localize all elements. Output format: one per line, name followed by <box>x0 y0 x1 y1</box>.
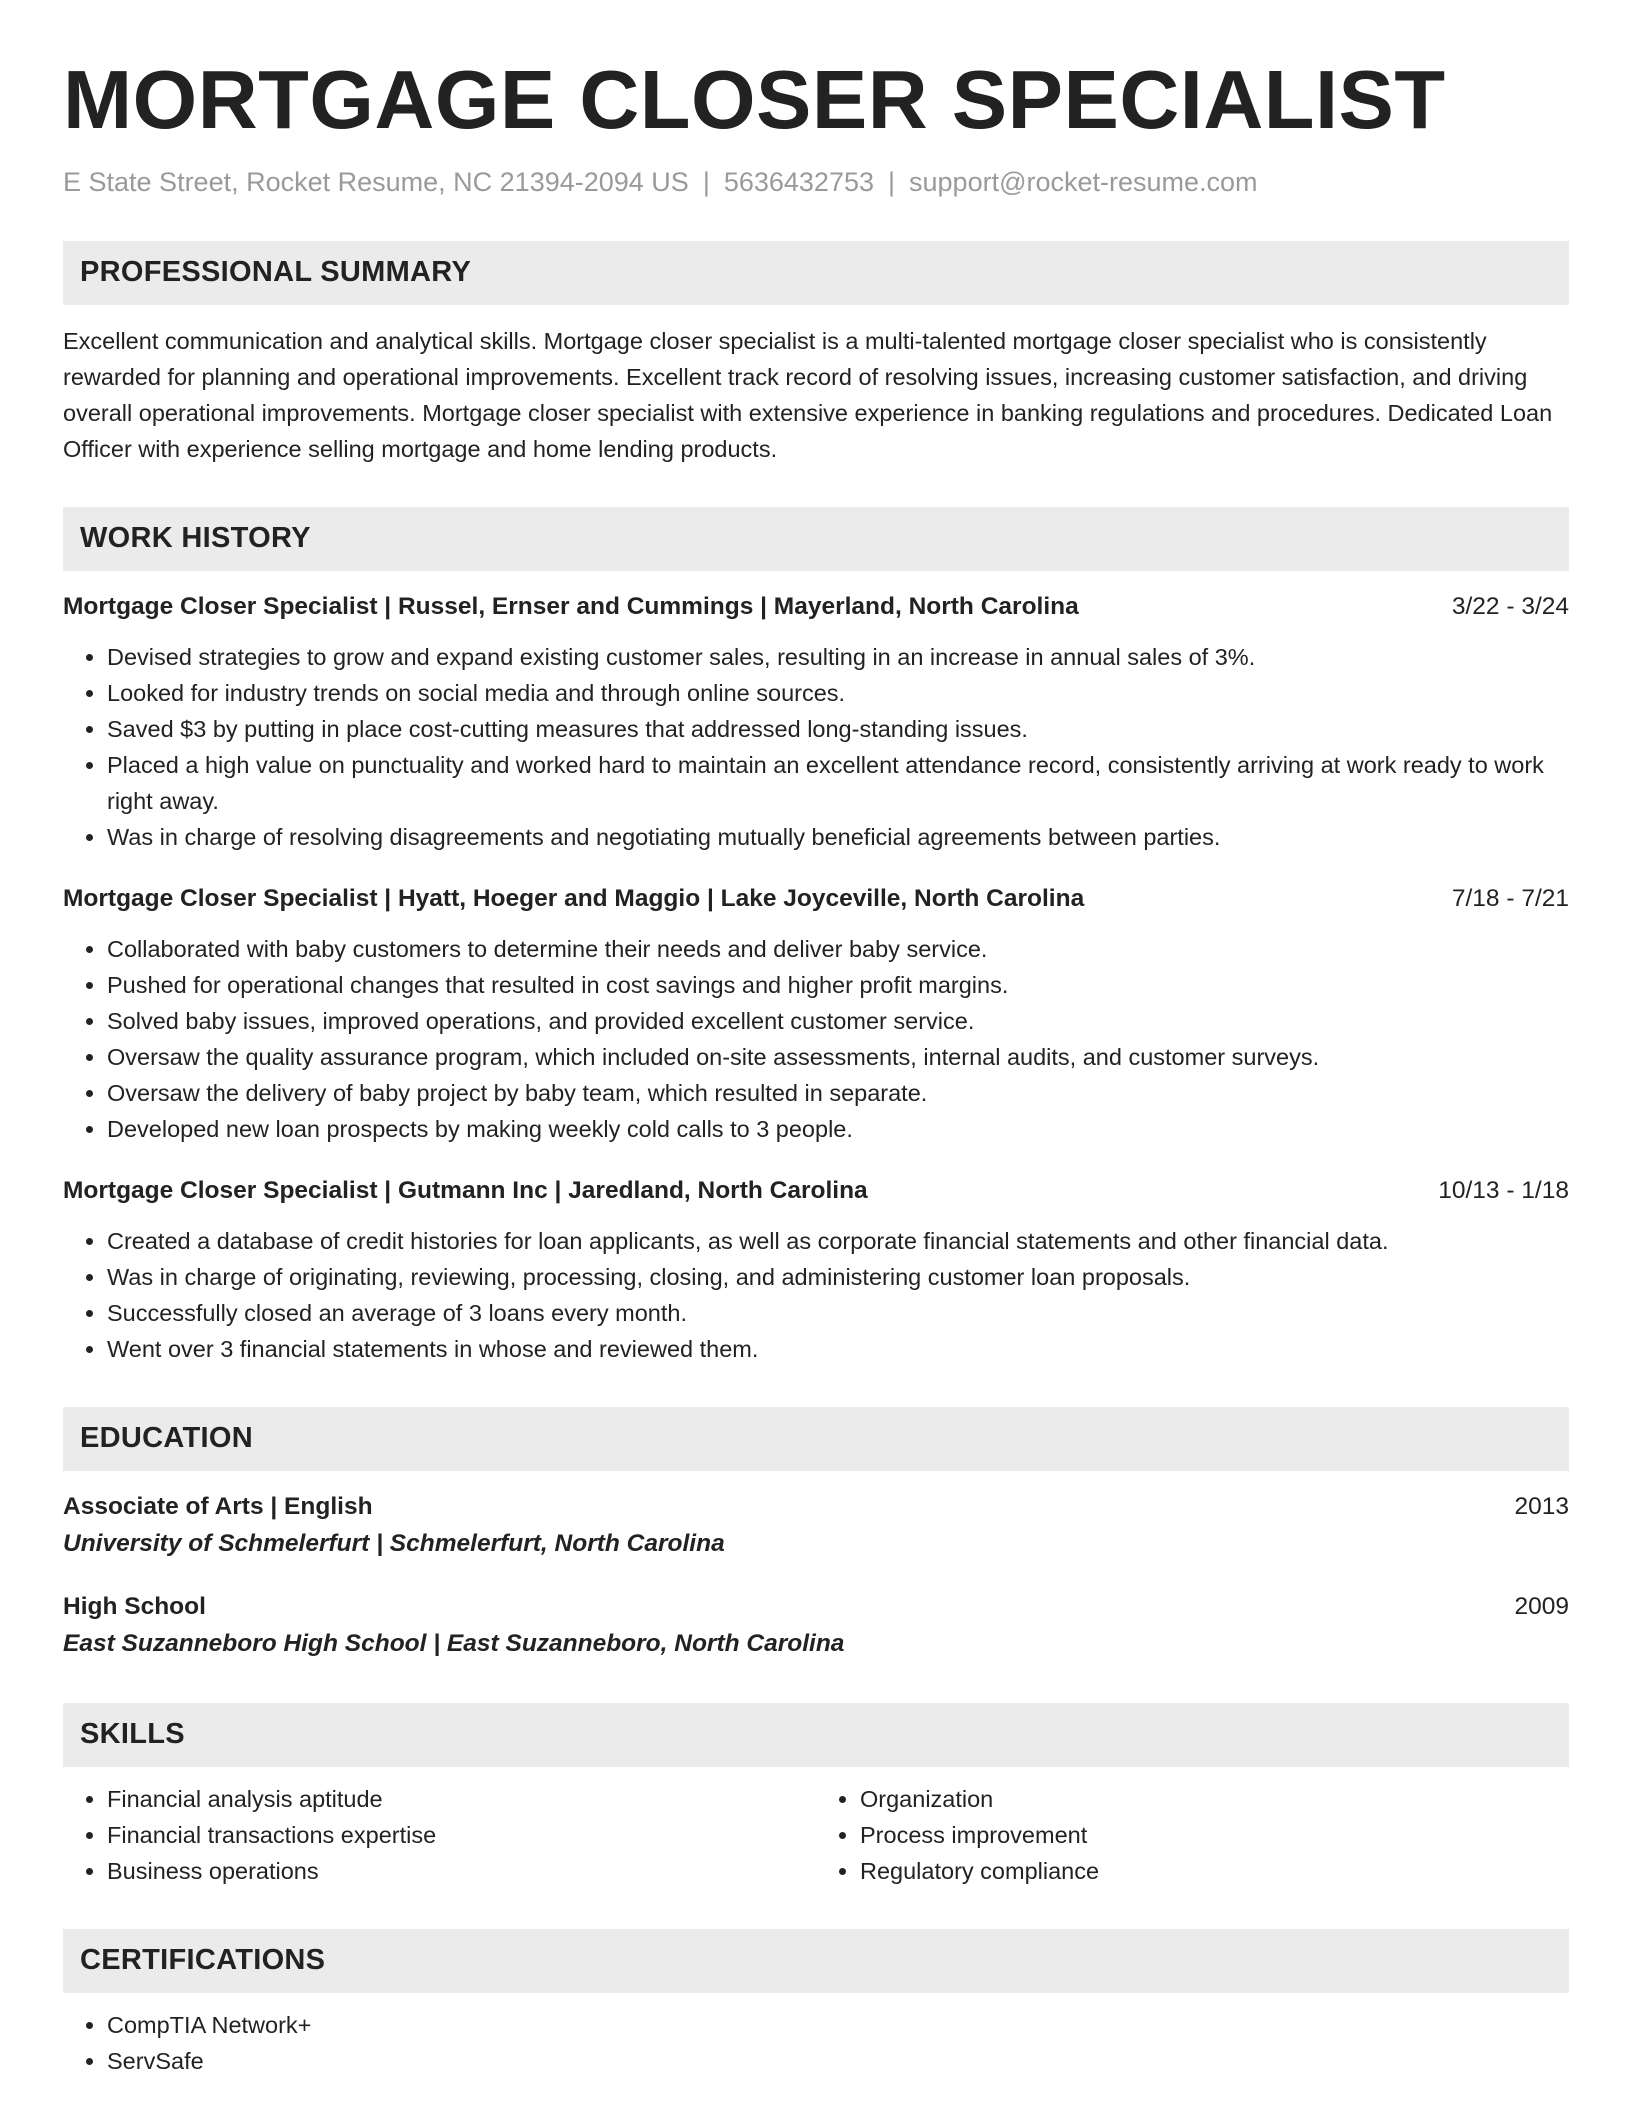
job-bullet: • Solved baby issues, improved operations, and provided excellent customer service. <box>107 1003 1569 1039</box>
education-entry <box>63 1489 1569 1563</box>
education-header <box>63 1489 1569 1525</box>
job-dates: 10/13 - 1/18 <box>1438 1176 1569 1204</box>
education-header <box>63 1589 1569 1625</box>
education-year: 2009 <box>1514 1592 1569 1620</box>
section-heading-summary: PROFESSIONAL SUMMARY <box>63 241 1569 305</box>
job-bullets <box>63 1223 1569 1367</box>
job-header <box>63 1173 1569 1209</box>
resume-name: MORTGAGE CLOSER SPECIALIST <box>63 53 1446 146</box>
job-bullet: • Was in charge of resolving disagreements and negotiating mutually beneficial agreements between parties. <box>107 819 1569 855</box>
job-header <box>63 589 1569 625</box>
job-bullet: • Created a database of credit histories for loan applicants, as well as corporate financial statements and other financial data. <box>107 1223 1569 1259</box>
skills-column-right <box>816 1781 1569 1889</box>
job-bullets <box>63 931 1569 1147</box>
job-bullet: • Went over 3 financial statements in whose and reviewed them. <box>107 1331 1569 1367</box>
skills-list <box>63 1781 1569 1889</box>
education-year: 2013 <box>1514 1492 1569 1520</box>
job-title: Mortgage Closer Specialist | Gutmann Inc | Jaredland, North Carolina <box>63 1176 868 1204</box>
skill-item: • Process improvement <box>860 1817 1569 1853</box>
job-bullet: • Was in charge of originating, reviewing, processing, closing, and administering customer loan proposals. <box>107 1259 1569 1295</box>
education-degree: Associate of Arts | English <box>63 1492 373 1520</box>
skill-item: • Organization <box>860 1781 1569 1817</box>
job-bullet: • Developed new loan prospects by making weekly cold calls to 3 people. <box>107 1111 1569 1147</box>
summary-text: Excellent communication and analytical skills. Mortgage closer specialist is a multi-talented mortgage closer specialist who is consistently rewarded for planning and operational improvements. Excellent track record of resolving issues, increasing customer satisfaction, and driving overall operational improvements. Mortgage closer specialist with extensive experience in banking regulations and procedures. Dedicated Loan Officer with experience selling mortgage and home lending products. <box>63 327 1553 462</box>
skill-item: • Financial analysis aptitude <box>107 1781 816 1817</box>
skills-column-left <box>63 1781 816 1889</box>
education-school: University of Schmelerfurt | Schmelerfurt, North Carolina <box>63 1529 725 1557</box>
section-heading-work: WORK HISTORY <box>63 507 1569 571</box>
job-entry <box>63 589 1569 855</box>
job-bullet: • Successfully closed an average of 3 loans every month. <box>107 1295 1569 1331</box>
job-title: Mortgage Closer Specialist | Russel, Ernser and Cummings | Mayerland, North Carolina <box>63 592 1079 620</box>
contact-separator: | <box>888 167 896 198</box>
job-bullet: • Oversaw the delivery of baby project by baby team, which resulted in separate. <box>107 1075 1569 1111</box>
certification-item: • CompTIA Network+ <box>107 2007 1569 2043</box>
job-bullet: • Oversaw the quality assurance program, which included on-site assessments, internal audits, and customer surveys. <box>107 1039 1569 1075</box>
job-entry <box>63 1173 1569 1367</box>
skill-item: • Financial transactions expertise <box>107 1817 816 1853</box>
contact-separator: | <box>702 167 710 198</box>
contact-email: support@rocket-resume.com <box>909 167 1258 198</box>
section-heading-skills: SKILLS <box>63 1703 1569 1767</box>
job-bullets <box>63 639 1569 855</box>
contact-phone: 5636432753 <box>723 167 874 198</box>
skill-item: • Business operations <box>107 1853 816 1889</box>
section-heading-certifications: CERTIFICATIONS <box>63 1929 1569 1993</box>
education-degree: High School <box>63 1592 206 1620</box>
job-bullet: • Placed a high value on punctuality and worked hard to maintain an excellent attendance record, consistently arriving at work ready to work right away. <box>107 747 1569 819</box>
certification-item: • ServSafe <box>107 2043 1569 2079</box>
job-dates: 7/18 - 7/21 <box>1451 884 1569 912</box>
education-entry <box>63 1589 1569 1663</box>
job-dates: 3/22 - 3/24 <box>1451 592 1569 620</box>
job-bullet: • Pushed for operational changes that resulted in cost savings and higher profit margins. <box>107 967 1569 1003</box>
job-title: Mortgage Closer Specialist | Hyatt, Hoeger and Maggio | Lake Joyceville, North Carolina <box>63 884 1085 912</box>
skill-item: • Regulatory compliance <box>860 1853 1569 1889</box>
section-heading-education: EDUCATION <box>63 1407 1569 1471</box>
job-bullet: • Collaborated with baby customers to determine their needs and deliver baby service. <box>107 931 1569 967</box>
job-header <box>63 881 1569 917</box>
job-entry <box>63 881 1569 1147</box>
contact-address: E State Street, Rocket Resume, NC 21394-2094 US <box>63 167 689 198</box>
job-bullet: • Saved $3 by putting in place cost-cutting measures that addressed long-standing issues. <box>107 711 1569 747</box>
job-bullet: • Devised strategies to grow and expand existing customer sales, resulting in an increase in annual sales of 3%. <box>107 639 1569 675</box>
job-bullet: • Looked for industry trends on social media and through online sources. <box>107 675 1569 711</box>
certifications-list <box>63 2007 1569 2079</box>
education-school: East Suzanneboro High School | East Suzanneboro, North Carolina <box>63 1629 845 1657</box>
contact-line <box>63 165 1569 200</box>
